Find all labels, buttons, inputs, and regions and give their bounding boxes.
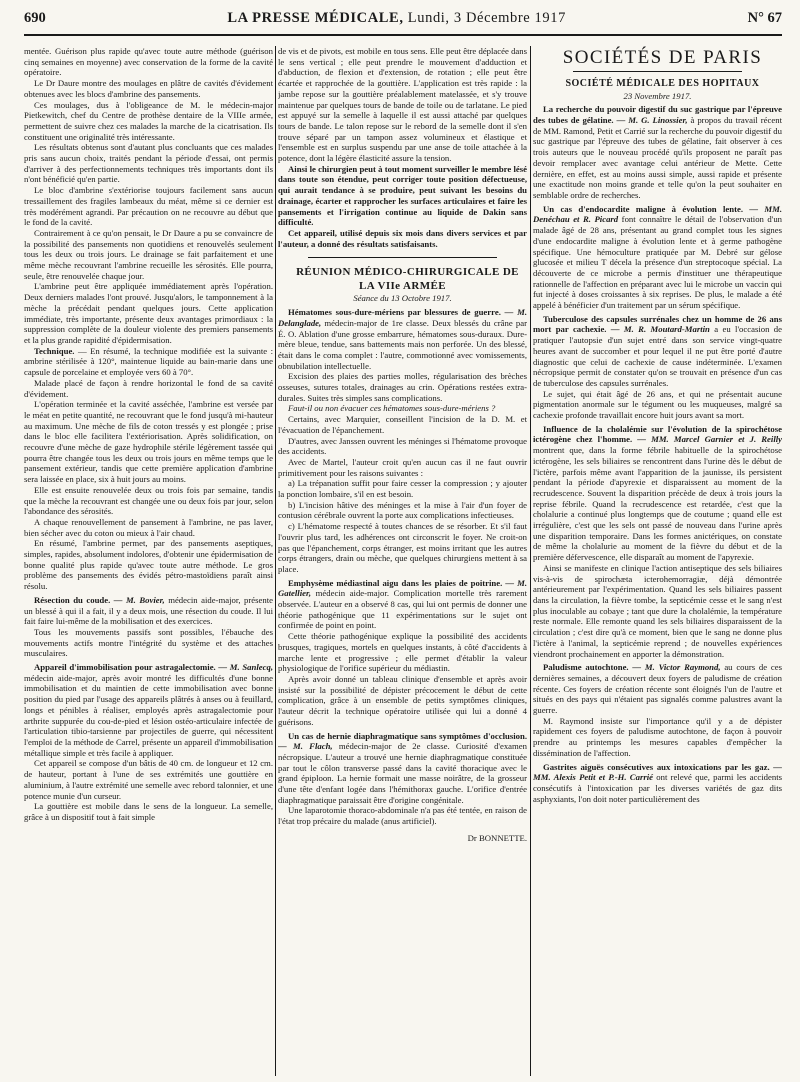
paragraph: Ces moulages, dus à l'obligeance de M. le médecin-major Pietkewitch, chef du Centre de prothèse dentaire de la VIIIe armée, permettent de suivre chez ces malades la marche de la cicatrisation. Ils constituent une originalité très intéressante. xyxy=(24,99,273,142)
article-text: font connaître le détail de l'observation d'un malade âgé de 28 ans, présentant au grand complet tous les signes d'une endocardite maligne à évolution lente et à germe pathogène spécifique. Une hémoculture pratiquée par M. Debré sur gélose glucosée et milieu T décela la présence d'un streptocoque spécial. La découverte de ce microbe a permis d'instituer une thérapeutique rationnelle de l'affection en préparant avec lui le microbe un vaccin qui fut injecté à doses croissantes à six reprises. De plus, le malade a été appelé à bénéficier d'un traitement par un sérum spécifique. xyxy=(533,214,782,311)
paragraph: L'opération terminée et la cavité asséchée, l'ambrine est versée par le méat en petite quantité, ne recouvrant que le fond jusqu'à mi-hauteur au maximum. Une mèche de fils de coton tressés y est plongée ; prise dans le bloc elle facilitera l'extériorisation. Après solidification, on recouvre d'une mèche de gaze hydrophile stérile légèrement tassée qui pourra être changée tous les deux ou trois jours en même temps que le pansement extérieur, tandis que cette première application d'ambrine sera laissée en place, six à huit jours au moins. xyxy=(24,399,273,485)
article-author: — M. Bovier, xyxy=(110,594,169,605)
article-text: à propos du travail récent de MM. Ramond, Petit et Carrié sur la recherche du pouvoir digestif du suc gastrique par l'épreuve des tubes de gélatine, fait observer à ces trois auteurs que le nouveau procédé qu'ils proposent ne paraît pas devoir remplacer avec avantage celui antérieur de Mette. Cette dernière, en effet, est au moins aussi simple, aussi rapide et présente une exactitude non moins grande et telle qu'on la peut souhaiter en semblable ordre de recherches. xyxy=(533,115,782,200)
article-recherche xyxy=(533,104,782,200)
article-gastrites xyxy=(533,762,782,805)
article-title: Influence de la cholalémie sur l'évolution de la spirochétose ictérogène chez l'homme. xyxy=(533,423,782,445)
paragraph: Le sujet, qui était âgé de 26 ans, et qui ne présentait aucune pigmentation anormale sur le tégument ou les muqueuses, malgré sa cachexie profonde travaillait encore huit jours avant sa mort. xyxy=(533,388,782,421)
article-text: médecin aide-major. Complication mortelle très rarement observée. L'auteur en a observé 8 cas, qui lui ont permis de donner une théorie pathogénique que 11 expérimentations sur le sujet ont confirmée de point en point. xyxy=(278,588,527,631)
article-emphyseme xyxy=(278,578,527,632)
article-author: — M. Flach, xyxy=(278,741,339,752)
paragraph: Elle est ensuite renouvelée deux ou trois fois par semaine, tandis que la mèche la recouvrant est changée une ou deux fois par jour, selon l'abondance des sérosités. xyxy=(24,484,273,517)
article-text: médecin aide-major, présente un blessé à qui il a fait, il y a deux mois, une résection du coude. Il lui fait faire lui-même de la mobilisation et des exercices. xyxy=(24,594,273,627)
paragraph: Le Dr Daure montre des moulages en plâtre de cavités d'évidement obtenues avec les blocs d'ambrine des pansements. xyxy=(24,78,273,99)
paragraph: c) L'hématome respecté à toutes chances de se résorber. Et s'il faut l'ouvrir plus tard, les adhérences ont circonscrit le foyer. Ne croit-on pas que l'épanchement, corps étranger, est moins irritant que les autres corps étrangers, drain ou mèche, que quelques chirurgiens mettent à sa place. xyxy=(278,521,527,574)
paragraph: A chaque renouvellement de pansement à l'ambrine, ne pas laver, bien sécher avec du coton ou mieux à l'air chaud. xyxy=(24,516,273,538)
newspaper-page xyxy=(24,0,782,1082)
paragraph-bold: Ainsi le chirurgien peut à tout moment surveiller le membre lésé dans toute son étendue, peut corriger toute position défectueuse, qui aurait tendance à se produire, peut suivant les besoins du drainage, écarter et rapprocher les surfaces articulaires et faire les pansements et l'irrigation continue au liquide de Dakin sans difficulté. xyxy=(278,163,527,228)
paragraph: Cet appareil se compose d'un bâtis de 40 cm. de longueur et 12 cm. de hauteur, portant à l'une de ses extrémités une gouttière en aluminium, à l'autre extrémité une semelle avec rebord talonnier, et une potence munie d'un curseur. xyxy=(24,758,273,801)
article-title: La recherche du pouvoir digestif du suc gastrique par l'épreuve des tubes de gélatine. xyxy=(533,104,782,126)
technique-text: — En résumé, la technique modifiée est la suivante : ambrine stérilisée à 120°, maintenue liquide au bain-marie dans une capsule de porcelaine et employée vers 60 à 70°. xyxy=(24,345,273,378)
article-title: Tuberculose des capsules surrénales chez un homme de 26 ans mort par cachexie. xyxy=(533,313,782,335)
page-header xyxy=(24,10,782,36)
societes-heading: SOCIÉTÉS DE PARIS xyxy=(562,47,763,68)
article-author: — M. Sanlecq, xyxy=(215,662,273,673)
article-title: Un cas d'endocardite maligne à évolution lente. xyxy=(543,203,743,214)
paragraph-bold: Cet appareil, utilisé depuis six mois dans divers services et par l'auteur, a donné des résultats satisfaisants. xyxy=(278,227,527,249)
paragraph: Excision des plaies des parties molles, régularisation des brèches osseuses, sutures totales, drainages au crin. Opérations restées extra-durales. Suites très simples sans complications. xyxy=(278,371,527,403)
technique-paragraph xyxy=(24,346,273,378)
paragraph: Une laparotomie thoraco-abdominale n'a pas été tentée, en raison de l'état trop précaire du malade (anus artificiel). xyxy=(278,805,527,827)
article-text: ont relevé que, parmi les accidents consécutifs à l'intoxication par les diverses variétés de gaz dits asphyxiants, l'on doit noter particulièrement des xyxy=(533,772,782,804)
paragraph: a) La trépanation suffit pour faire cesser la compression ; y ajouter la ponction lombaire, s'il en est besoin. xyxy=(278,478,527,500)
paragraph: D'autres, avec Janssen ouvrent les méninges si l'hématome provoque des accidents. xyxy=(278,435,527,457)
article-hernie xyxy=(278,731,527,806)
article-author: — M. Victor Raymond, xyxy=(628,662,725,673)
article-tuberculose xyxy=(533,314,782,389)
article-hematomes xyxy=(278,307,527,371)
article-text: a eu l'occasion de pratiquer l'autopsie d'un sujet entré dans son service vingt-quatre heures avant de succomber et pour lequel il ne put être porté d'autre diagnostic que celui de cachexie de cause indéterminée. L'examen nécropsique permit de constater qu'on se trouvait en présence d'un cas de tuberculose des capsules surrénales. xyxy=(533,324,782,388)
article-text: montrent que, dans la forme fébrile habituelle de la spirochétose ictérogène, les sels biliaires se rencontrent dans l'urine dès le début de l'ictère, parfois même avant l'apparition de la jaunisse, ils persistent pendant la période d'apyrexie et disparaissent au moment de la recrudescence. Souvent la disparition précède de deux à trois jours la reprise fébrile. Quand la recrudescence est retardée, c'est que la cholalurie a continué plus longtemps que de coutume ; quand elle est irrégulière, c'est que les sels ont passé de nouveau dans l'urine après une disparition temporaire. Dans les formes anictériques, on constate de même la cholalurie au moment de la fièvre du début et de la première défervescence, elle disparaît au moment de l'apyrexie. xyxy=(533,445,782,563)
journal-title: LA PRESSE MÉDICALE, xyxy=(227,10,404,26)
journal-title-line xyxy=(227,10,566,27)
article-cholalemie xyxy=(533,424,782,563)
paragraph: Certains, avec Marquier, conseillent l'incision de la D. M. et l'évacuation de l'épanchement. xyxy=(278,414,527,435)
article-paludisme xyxy=(533,662,782,716)
paragraph: M. Raymond insiste sur l'importance qu'il y a de dépister rapidement ces foyers de paludisme autochtone, de façon à pouvoir prendre au printemps les mesures capables d'empêcher la dissémination de l'affection. xyxy=(533,715,782,758)
article-text: médecin-major de 2e classe. Curiosité d'examen nécropsique. L'auteur a trouvé une hernie diaphragmatique constituée par tout le côlon transverse passé dans la cavité thoracique avec le grand épiploon. La hernie formait une masse noirâtre, de la grosseur d'une tête d'enfant logée dans l'hémithorax gauche. L'orifice d'entrée diaphragmatique paraissait être d'origine congénitale. xyxy=(278,741,527,805)
article-title: Appareil d'immobilisation pour astragalectomie. xyxy=(34,662,216,673)
article-resection xyxy=(24,595,273,627)
section-separator xyxy=(573,71,742,72)
column-divider xyxy=(530,46,531,1076)
paragraph: Cette théorie pathogénique explique la possibilité des accidents brusques, tragiques, mortels en quelques instants, à côté d'accidents à marche lente et progressive ; elle permet d'établir la valeur physiologique de l'orifice supérieur du médiastin. xyxy=(278,631,527,674)
paragraph: mentée. Guérison plus rapide qu'avec toute autre méthode (guérison cinq semaines en moyenne) avec conservation de la forme de la cavité opératoire. xyxy=(24,46,273,78)
paragraph: La gouttière est mobile dans le sens de la longueur. La semelle, grâce à un dispositif tout à fait simple xyxy=(24,801,273,822)
article-title: Emphysème médiastinal aigu dans les plaies de poitrine. xyxy=(288,577,503,588)
article-text: au cours de ces dernières semaines, a découvert deux foyers de paludisme de création récente. Ces foyers de création récente sont éloignés l'un de l'autre et situés en des pays qui n'étaient pas signalés comme palustres avant la guerre. xyxy=(533,662,782,716)
paragraph: Avec de Martel, l'auteur croit qu'en aucun cas il ne faut ouvrir primitivement pour les raisons suivantes : xyxy=(278,456,527,478)
paragraph: de vis et de pivots, est mobile en tous sens. Elle peut être déplacée dans le sens vertical ; elle peut prendre le mouvement d'adduction et d'abduction, de flexion et d'extension, de rotation ; elle peut être écartée et rapprochée de la gouttière. L'application est très rapide : la jambe repose sur la gouttière préalablement matelassée, et s'y trouve maintenue par quelques tours de bande de toile ou de tarlatane. Le pied est appuyé sur la semelle à laquelle il est aussi attaché par quelques tours de bande. Le talon repose sur le rebord de la semelle dont il s'en trouve séparé par un tampon assez volumineux et élastique et l'ensemble est en surplus suspendu par une anse de toile attachée à la potence, dont la légère élasticité assure la tension. xyxy=(278,46,527,164)
society-heading: SOCIÉTÉ MÉDICALE DES HOPITAUX xyxy=(565,78,760,90)
column-1 xyxy=(24,46,273,1076)
paragraph: Tous les mouvements passifs sont possibles, l'ébauche des mouvements actifs montre l'intégrité du système et des attaches musculaires. xyxy=(24,626,273,659)
paragraph: Après avoir donné un tableau clinique d'ensemble et après avoir insisté sur la possibilité de dépister précocement le début de cette complication, grâce à un ensemble de petits symptômes cliniques, l'auteur décrit la technique opératoire utilisée qui lui a donné 4 guérisons. xyxy=(278,674,527,727)
article-title: Un cas de hernie diaphragmatique sans symptômes d'occlusion. xyxy=(288,730,527,741)
author-signature: Dr BONNETTE. xyxy=(467,832,527,843)
column-divider xyxy=(275,46,276,1076)
column-3 xyxy=(533,46,782,1076)
article-author: — MM. Alexis Petit et P.-H. Carrié xyxy=(533,761,782,783)
section-heading: RÉUNION MÉDICO-CHIRURGICALE DE LA VIIe ARMÉE xyxy=(296,266,519,292)
paragraph: Ainsi se manifeste en clinique l'action antiseptique des sels biliaires vis-à-vis de spirochæta icterohemorragiæ, déjà démontrée antérieurement par l'expérimentation. Quand les sels biliaires passent dans la circulation, la fièvre tombe, la septicémie cesse et le sang n'est plus inoculable au cobaye ; tant que dure la cholalémie, la température reste normale. Elle remonte quand les sels biliaires disparaissent de la circulation ; c'est dire qu'à ce moment, bien que le sang ne donne plus l'ictère à l'animal, la septicémie reprend ; de nouvelles expériences viendront prochainement en apporter la démonstration. xyxy=(533,562,782,659)
paragraph: Malade placé de façon à rendre horizontal le fond de sa cavité d'évidement. xyxy=(24,377,273,399)
article-author: — M. Delanglade, xyxy=(278,307,527,328)
paragraph: En résumé, l'ambrine permet, par des pansements aseptiques, simples, rapides, absolument indolores, d'obtenir une épidermisation de bonne qualité plus rapide qu'avec toute autre méthode. Le gros problème des pansements des évidés pétro-mastoïdiens paraît ainsi résolu. xyxy=(24,538,273,592)
session-date: 23 Novembre 1917. xyxy=(623,90,692,101)
paragraph: b) L'incision hâtive des méninges et la mise à l'air d'un foyer de contusion cérébrale ouvrent la porte aux complications infectieuses. xyxy=(278,499,527,521)
article-title: Paludisme autochtone. xyxy=(543,662,629,673)
article-author: — MM. Marcel Garnier et J. Reilly xyxy=(632,434,782,445)
article-author: — MM. Denéchau et R. Picard xyxy=(533,203,782,225)
paragraph: Les résultats obtenus sont d'autant plus concluants que ces malades pris sans aucun choix, traités pendant la période d'essai, ont permis d'arriver à des perfectionnements techniques très importants dont ils n'ont bénéficié qu'en partie. xyxy=(24,142,273,185)
article-text: médecin-major de 1re classe. Deux blessés du crâne par É. O. Ablation d'une grosse embarrure, hématomes sous-duraux. Dure-mère bleue, tendue, sans battements mais non perforée. Un des blessé, était dans le coma complet : l'autre, commotionné avec vomissements, obnubilation intellectuelle. xyxy=(278,317,527,371)
session-date: Séance du 13 Octobre 1917. xyxy=(353,293,452,304)
page-number: 690 xyxy=(24,10,46,26)
paragraph: Contrairement à ce qu'on pensait, le Dr Daure a pu se convaincre de la possibilité des pansements non quotidiens et renouvelés seulement tous les deux ou trois jours. Le drainage se fait parfaitement et une même mèche recouvrant l'ambrine recueille les sérosités. Elle pourra, seule, être renouvelée chaque jour. xyxy=(24,227,273,281)
article-appareil xyxy=(24,662,273,758)
article-author: — M. Gatellier, xyxy=(278,577,527,599)
italic-question: Faut-il ou non évacuer ces hématomes sous-dure-mériens ? xyxy=(288,403,496,414)
article-title: Gastrites aiguës consécutives aux intoxications par les gaz. xyxy=(543,761,770,772)
column-2 xyxy=(278,46,527,1076)
technique-label: Technique. xyxy=(34,345,75,356)
issue-number: N° 67 xyxy=(747,10,782,26)
article-text: médecin aide-major, après avoir montré les difficultés d'une bonne immobilisation et du maintien de cette immobilisation avec bonne position du pied par l'usage des appareils plâtrés à anses ou à feuillard, longs et pénibles à réaliser, employés après astragalectomie pour arthrite suppurée du cou-de-pied et lésion ostéo-articulaire infectée de l'articulation tibio-tarsienne par projectiles de guerre, qui nécessitent l'emploi de la méthode de Carrel, présente un appareil d'immobilisation métallique simple et très facile à appliquer. xyxy=(24,672,273,758)
article-title: Hématomes sous-dure-mériens par blessures de guerre. xyxy=(288,307,501,318)
article-endocardite xyxy=(533,204,782,311)
article-title: Résection du coude. xyxy=(34,594,111,605)
paragraph: L'ambrine peut être appliquée immédiatement après l'opération. Deux derniers malades l'ont prouvé. Jusqu'alors, le tamponnement à la mèche la précédait pendant quelques jours. Cette application immédiate, très importante, présente deux avantages primordiaux : la suppression complète de la douleur violente des premiers pansements et la plus grande rapidité d'épidermisation. xyxy=(24,281,273,345)
paragraph: Le bloc d'ambrine s'extériorise toujours facilement sans aucun tressaillement des fragiles lambeaux du méat, même si ce dernier est très modérément agrandi. Par précaution on ne recouvre au début que le fond de la cavité. xyxy=(24,185,273,228)
section-separator xyxy=(308,257,497,258)
issue-date: Lundi, 3 Décembre 1917 xyxy=(407,10,566,26)
article-author: — M. R. Moutard-Martin xyxy=(606,324,715,335)
article-author: — M. G. Linossier, xyxy=(613,115,691,126)
